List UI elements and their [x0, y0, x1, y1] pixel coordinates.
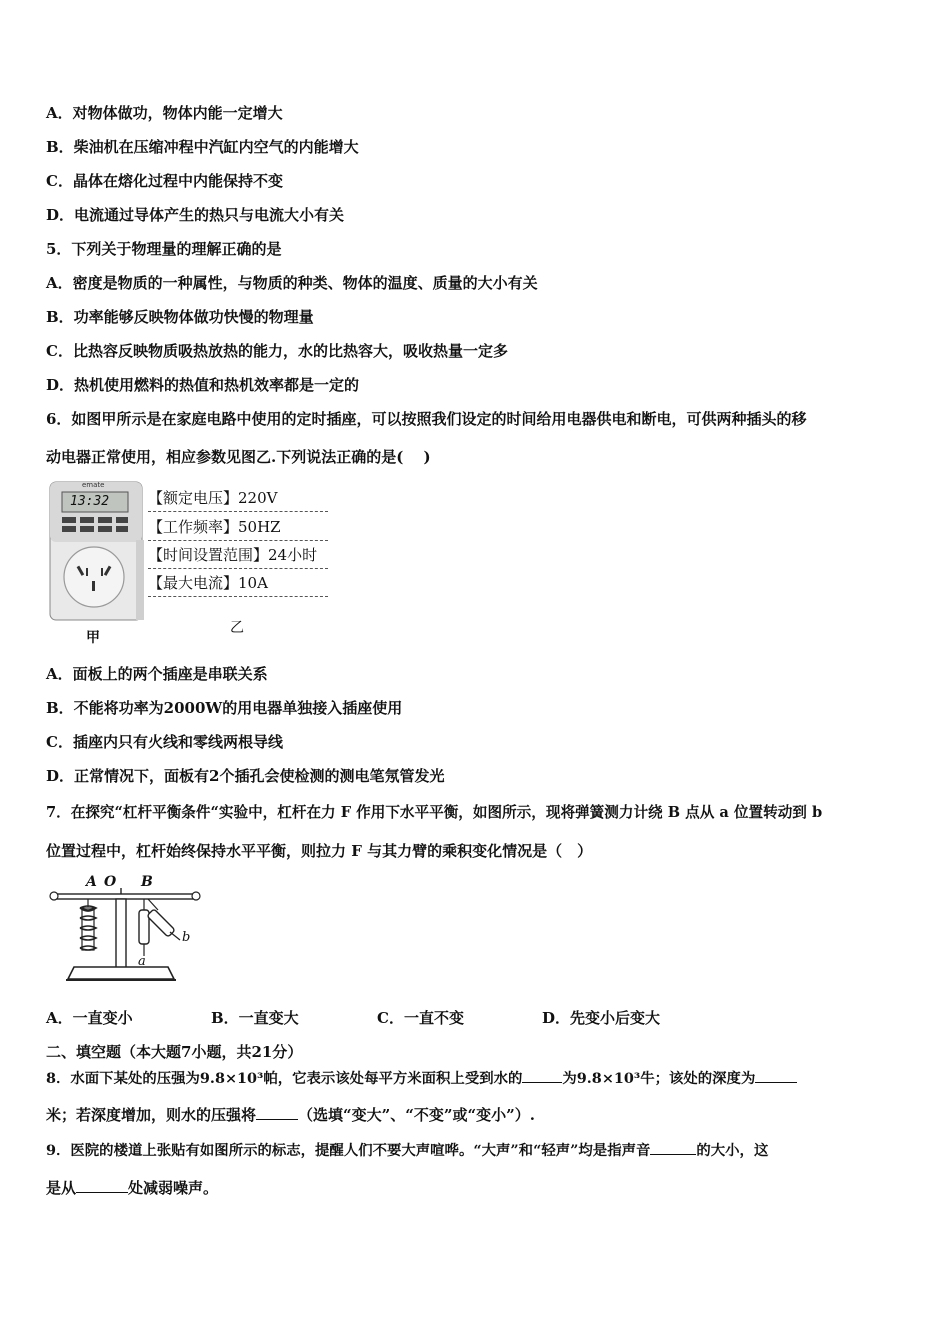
device-display: 13:32 — [70, 494, 110, 509]
q4-option-b: B．柴油机在压缩冲程中汽缸内空气的内能增大 — [46, 138, 359, 156]
q7-stem-line2: 位置过程中，杠杆始终保持水平平衡，则拉力 F 与其力臂的乘积变化情况是（ ） — [46, 842, 593, 860]
device-brand: emate — [82, 481, 105, 489]
q9-text-part4: 处减弱噪声。 — [128, 1179, 219, 1197]
param-time-range: 【时间设置范围】24小时 — [148, 546, 318, 564]
q6-option-a: A．面板上的两个插座是串联关系 — [46, 665, 268, 683]
param-divider — [148, 511, 328, 512]
param-rated-voltage: 【额定电压】220V — [148, 489, 278, 507]
figure-label-yi: 乙 — [230, 620, 244, 636]
q7-option-c: C．一直不变 — [377, 1009, 464, 1027]
q5-stem: 5．下列关于物理量的理解正确的是 — [46, 240, 282, 258]
q8-text-part2: 为9.8×10³牛；该处的深度为 — [562, 1070, 756, 1087]
q8-text-part4: （选填“变大”、“不变”或“变小”）. — [298, 1106, 536, 1124]
q5-option-d: D．热机使用燃料的热值和热机效率都是一定的 — [46, 376, 360, 394]
q4-option-d: D．电流通过导体产生的热只与电流大小有关 — [46, 206, 345, 224]
lever-figure — [46, 874, 206, 984]
q8-line1 — [46, 1067, 797, 1089]
q4-option-a: A．对物体做功，物体内能一定增大 — [46, 104, 283, 122]
q6-option-c: C．插座内只有火线和零线两根导线 — [46, 733, 283, 751]
lever-label-a-point: A — [86, 874, 97, 890]
q5-option-b: B．功率能够反映物体做功快慢的物理量 — [46, 308, 314, 326]
q6-stem-line2: 动电器正常使用，相应参数见图乙.下列说法正确的是( ) — [46, 448, 431, 466]
q6-option-d: D．正常情况下，面板有2个插孔会使检测的测电笔氖管发光 — [46, 767, 445, 785]
q8-blank-3[interactable] — [256, 1104, 298, 1120]
q7-option-a: A．一直变小 — [46, 1009, 133, 1027]
param-divider — [148, 540, 328, 541]
q9-blank-2[interactable] — [76, 1177, 128, 1193]
q9-line2 — [46, 1177, 218, 1198]
q8-blank-2[interactable] — [755, 1067, 797, 1083]
lever-illustration — [46, 874, 206, 984]
lever-label-o-point: O — [104, 874, 117, 890]
q8-text-part1: 8．水面下某处的压强为9.8×10³帕，它表示该处每平方米面积上受到水的 — [46, 1070, 523, 1087]
q5-option-c: C．比热容反映物质吸热放热的能力，水的比热容大，吸收热量一定多 — [46, 342, 508, 360]
q7-option-d: D．先变小后变大 — [542, 1009, 661, 1027]
figure-label-jia: 甲 — [86, 630, 100, 646]
q9-text-part2: 的大小，这 — [696, 1142, 769, 1159]
section-title: 二、填空题（本大题7小题，共21分） — [46, 1043, 303, 1061]
lever-label-b-position: b — [182, 930, 191, 945]
q8-line2 — [46, 1104, 535, 1125]
param-max-current: 【最大电流】10A — [148, 574, 268, 592]
param-divider — [148, 596, 328, 597]
lever-label-a-position: a — [138, 954, 146, 969]
q6-stem-line1: 6．如图甲所示是在家庭电路中使用的定时插座，可以按照我们设定的时间给用电器供电和断电，可供两种插头的移 — [46, 410, 807, 428]
q8-blank-1[interactable] — [522, 1067, 562, 1083]
q9-text-part3: 是从 — [46, 1179, 77, 1197]
param-divider — [148, 568, 328, 569]
q9-blank-1[interactable] — [650, 1139, 696, 1155]
timer-socket-figure — [48, 480, 148, 625]
lever-label-b-point: B — [141, 874, 153, 890]
q9-line1 — [46, 1139, 768, 1161]
q7-option-b: B．一直变大 — [211, 1009, 299, 1027]
q5-option-a: A．密度是物质的一种属性，与物质的种类、物体的温度、质量的大小有关 — [46, 274, 538, 292]
q7-stem-line1: 7．在探究“杠杆平衡条件“实验中，杠杆在力 F 作用下水平平衡，如图所示，现将弹簧测力计绕 B 点从 a 位置转动到 b — [46, 804, 823, 821]
q6-option-b: B．不能将功率为2000W的用电器单独接入插座使用 — [46, 699, 403, 717]
q8-text-part3: 米；若深度增加，则水的压强将 — [46, 1106, 257, 1124]
q4-option-c: C．晶体在熔化过程中内能保持不变 — [46, 172, 283, 190]
param-frequency: 【工作频率】50HZ — [148, 518, 281, 536]
q9-text-part1: 9．医院的楼道上张贴有如图所示的标志，提醒人们不要大声喧哗。“大声”和“轻声”均是指声音 — [46, 1142, 651, 1159]
